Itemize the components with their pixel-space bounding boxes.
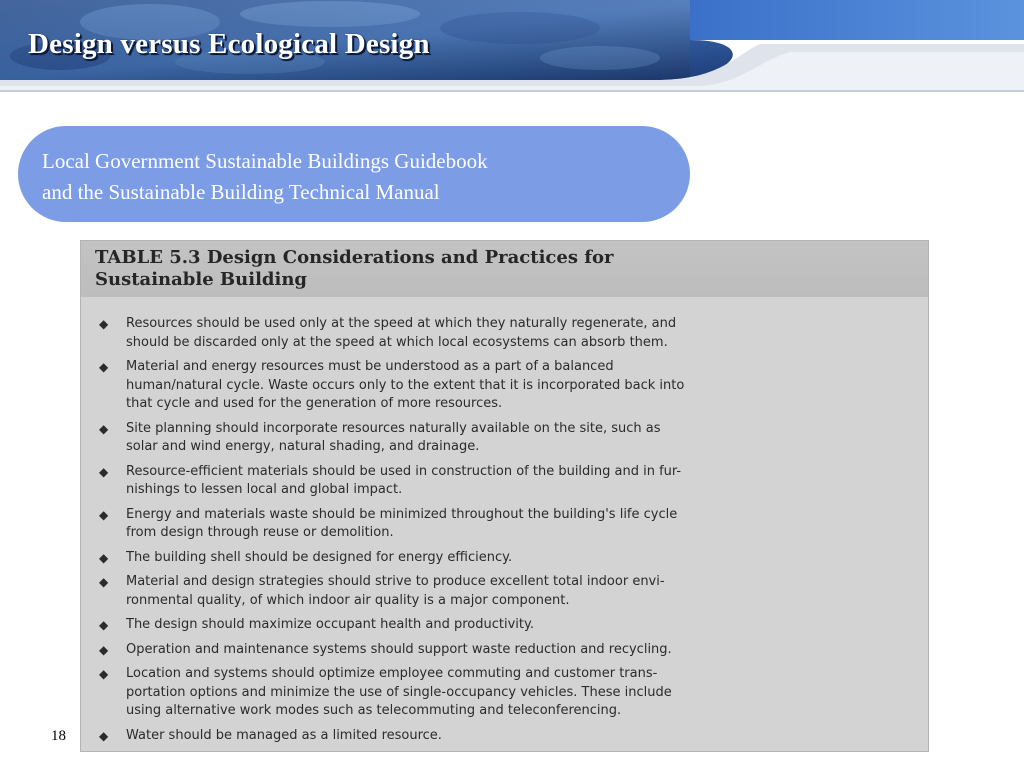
list-item-line: ronmental quality, of which indoor air quality is a major component. bbox=[126, 592, 570, 608]
diamond-bullet-icon: ◆ bbox=[99, 642, 109, 657]
list-item bbox=[99, 641, 901, 660]
list-item-line: portation options and minimize the use of single-occupancy vehicles. These include bbox=[126, 684, 672, 700]
table-heading-line-1: TABLE 5.3 Design Considerations and Practices for bbox=[95, 247, 614, 268]
diamond-bullet-icon: ◆ bbox=[99, 421, 109, 436]
list-item bbox=[99, 506, 901, 543]
diamond-bullet-icon: ◆ bbox=[99, 464, 109, 479]
diamond-bullet-icon: ◆ bbox=[99, 360, 109, 374]
subtitle-line-1: Local Government Sustainable Buildings Guidebook bbox=[42, 149, 488, 173]
list-item bbox=[99, 573, 901, 610]
subtitle-callout bbox=[18, 126, 690, 222]
diamond-bullet-icon: ◆ bbox=[99, 618, 109, 632]
list-item bbox=[99, 420, 901, 457]
list-item-line: The building shell should be designed for energy efficiency. bbox=[126, 549, 513, 565]
diamond-bullet-icon: ◆ bbox=[99, 575, 109, 589]
list-item-line: Water should be managed as a limited resource. bbox=[126, 727, 442, 743]
list-item-line: that cycle and used for the generation of more resources. bbox=[126, 396, 503, 411]
list-item-line: Resource-efficient materials should be used in construction of the building and in fur- bbox=[126, 463, 682, 479]
list-item-line: should be discarded only at the speed at which local ecosystems can absorb them. bbox=[126, 334, 668, 350]
list-item bbox=[99, 463, 901, 500]
list-item bbox=[99, 549, 901, 568]
practice-list bbox=[81, 297, 928, 745]
list-item-line: Location and systems should optimize employee commuting and customer trans- bbox=[126, 666, 658, 681]
list-item bbox=[99, 315, 901, 352]
list-item-line: human/natural cycle. Waste occurs only to the extent that it is incorporated back into bbox=[126, 377, 685, 393]
scanned-table-image bbox=[80, 240, 929, 752]
diamond-bullet-icon: ◆ bbox=[99, 507, 109, 522]
list-item bbox=[99, 727, 901, 746]
list-item bbox=[99, 358, 901, 414]
subtitle-line-2: and the Sustainable Building Technical Manual bbox=[42, 180, 440, 204]
list-item-line: Resources should be used only at the speed at which they naturally regenerate, and bbox=[126, 316, 677, 331]
list-item-line: using alternative work modes such as telecommuting and teleconferencing. bbox=[126, 703, 622, 718]
table-heading bbox=[81, 241, 928, 297]
list-item bbox=[99, 616, 901, 635]
list-item-line: from design through reuse or demolition. bbox=[126, 525, 394, 540]
list-item-line: The design should maximize occupant health and productivity. bbox=[126, 617, 534, 632]
list-item-line: nishings to lessen local and global impact. bbox=[126, 482, 403, 497]
page-number: 18 bbox=[51, 728, 66, 744]
diamond-bullet-icon: ◆ bbox=[99, 550, 109, 565]
list-item-line: Material and energy resources must be understood as a part of a balanced bbox=[126, 359, 614, 374]
list-item-line: Material and design strategies should strive to produce excellent total indoor envi- bbox=[126, 574, 665, 589]
slide-title: Design versus Ecological Design bbox=[28, 28, 430, 60]
diamond-bullet-icon: ◆ bbox=[99, 667, 109, 681]
list-item bbox=[99, 665, 901, 721]
diamond-bullet-icon: ◆ bbox=[99, 317, 109, 331]
list-item-line: solar and wind energy, natural shading, and drainage. bbox=[126, 439, 480, 454]
diamond-bullet-icon: ◆ bbox=[99, 728, 109, 743]
table-heading-line-2: Sustainable Building bbox=[95, 269, 308, 290]
list-item-line: Site planning should incorporate resources naturally available on the site, such as bbox=[126, 420, 661, 436]
list-item-line: Operation and maintenance systems should support waste reduction and recycling. bbox=[126, 641, 672, 657]
list-item-line: Energy and materials waste should be minimized throughout the building's life cycle bbox=[126, 506, 678, 522]
